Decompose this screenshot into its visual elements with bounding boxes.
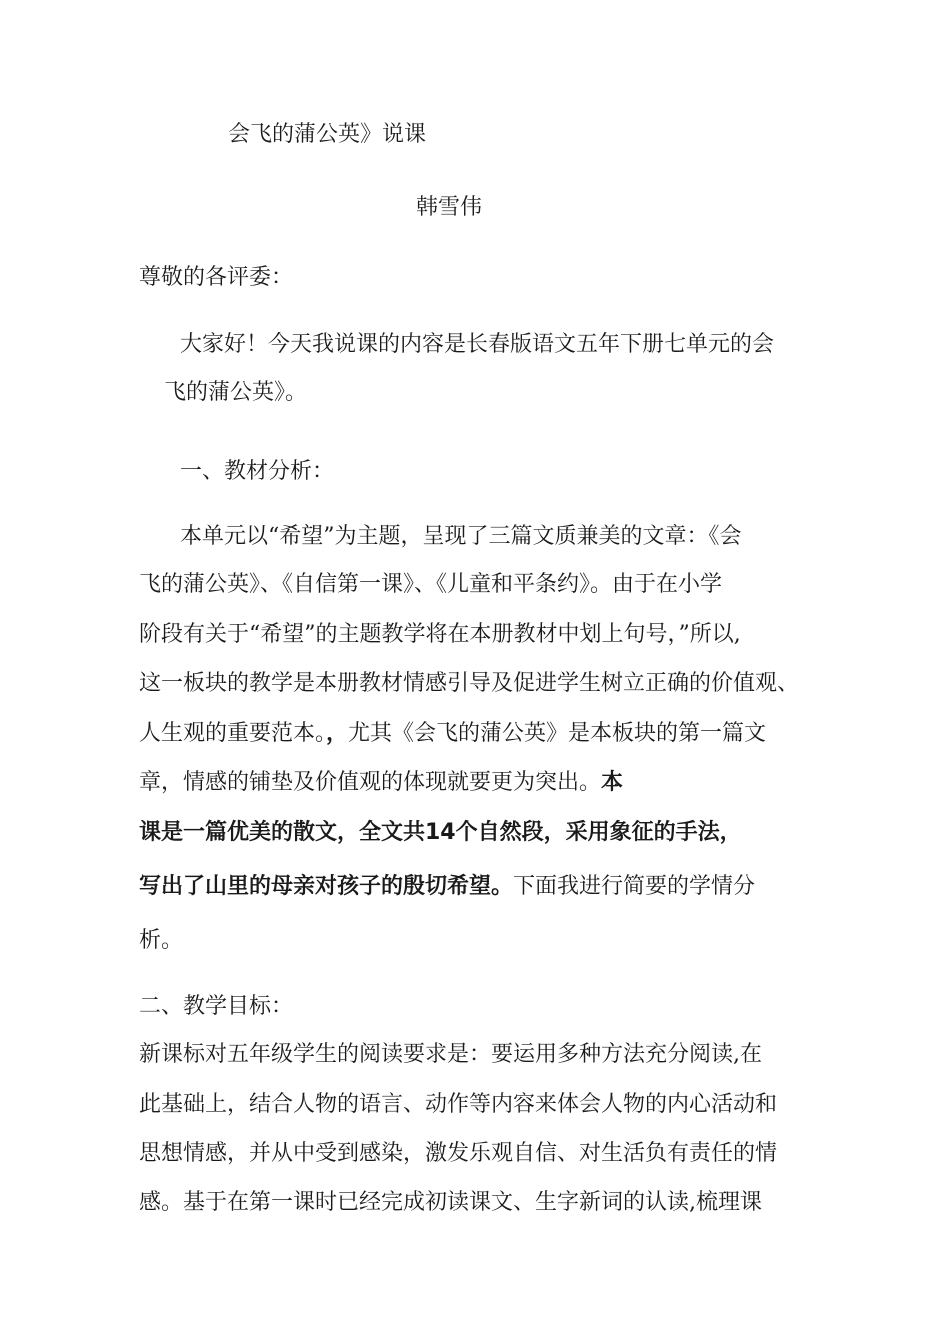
intro-line-2: 飞的蒲公英》。	[164, 380, 308, 405]
section1-line-6-start: 章，情感的铺垫及价值观的体现就要更为突出。	[139, 770, 602, 795]
section1-line-8	[139, 872, 755, 902]
section1-line-8-bold: 写出了山里的母亲对孩子的殷切希望。	[139, 874, 514, 899]
section1-line-5-start: 人生观的重要范本。	[139, 721, 327, 746]
section1-line-5-bold-comma: ，	[326, 721, 349, 746]
intro-line-1: 大家好！今天我说课的内容是长春版语文五年下册七单元的会	[180, 332, 775, 357]
author-name: 韩雪伟	[416, 195, 483, 220]
section1-line-9: 析。	[139, 928, 184, 953]
section2-line-1: 新课标对五年级学生的阅读要求是：要运用多种方法充分阅读,在	[139, 1042, 762, 1067]
section1-line-6	[139, 768, 623, 798]
section1-line-2: 飞的蒲公英》、《自信第一课》、《儿童和平条约》。由于在小学	[139, 572, 723, 597]
section1-line-3: 阶段有关于“希望”的主题教学将在本册教材中划上句号，”所以,	[139, 622, 741, 647]
salutation: 尊敬的各评委：	[139, 265, 294, 290]
section1-line-4: 这一板块的教学是本册教材情感引导及促进学生树立正确的价值观、	[139, 671, 800, 696]
section1-line-7: 课是一篇优美的散文，全文共14个自然段，采用象征的手法，	[139, 820, 742, 845]
section1-line-6-bold: 本	[601, 770, 624, 795]
section1-line-1: 本单元以“希望”为主题，呈现了三篇文质兼美的文章：《会	[180, 524, 742, 549]
section2-line-4: 感。基于在第一课时已经完成初读课文、生字新词的认读,梳理课	[139, 1190, 762, 1215]
section2-line-2: 此基础上，结合人物的语言、动作等内容来体会人物的内心活动和	[139, 1092, 778, 1117]
section2-line-3: 思想情感，并从中受到感染，激发乐观自信、对生活负有责任的情	[139, 1141, 778, 1166]
section1-line-5	[139, 719, 766, 749]
section1-line-5-rest: 尤其《会飞的蒲公英》是本板块的第一篇文	[348, 721, 767, 746]
section1-line-8-rest: 下面我进行简要的学情分	[513, 874, 756, 899]
section1-heading: 一、教材分析：	[180, 459, 335, 484]
document-title: 会飞的蒲公英》说课	[228, 122, 427, 147]
section2-heading: 二、教学目标：	[139, 994, 294, 1019]
